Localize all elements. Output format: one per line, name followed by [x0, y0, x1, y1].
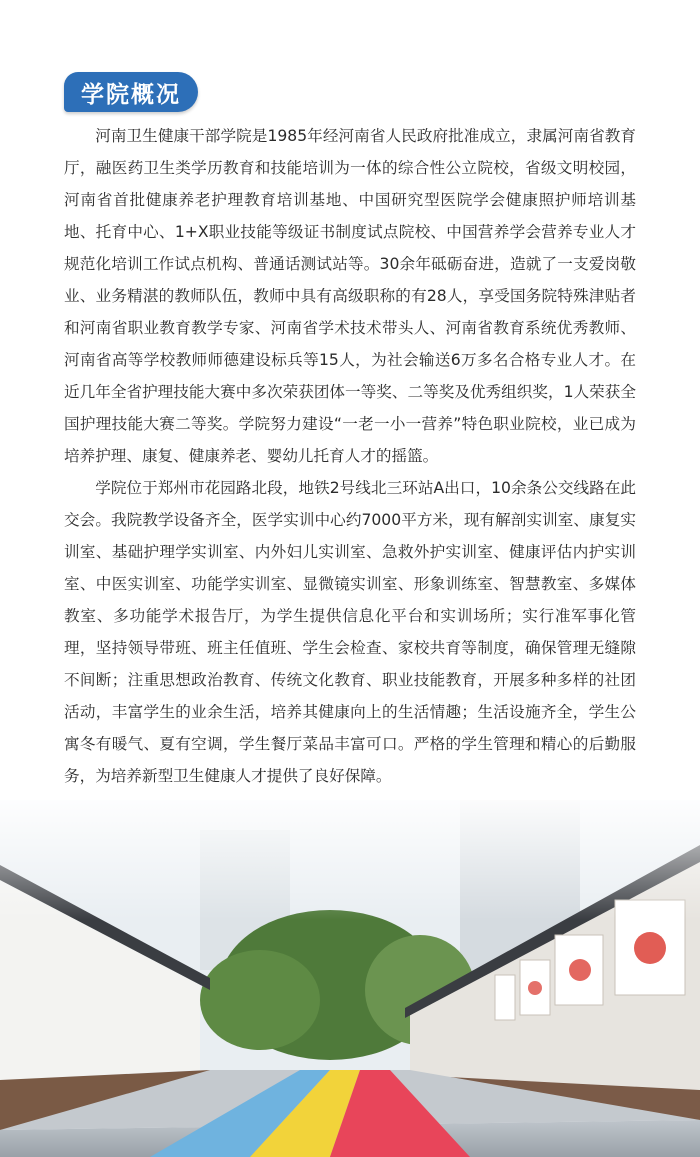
section-title: 学院概况: [81, 80, 181, 108]
article-body: [64, 120, 636, 792]
section-title-badge: [64, 72, 198, 112]
paragraph-intro: 河南卫生健康干部学院是1985年经河南省人民政府批准成立，隶属河南省教育厅，融医药卫生类学历教育和技能培训为一体的综合性公立院校，省级文明校园，河南省首批健康养老护理教育培训基地、中国研究型医院学会健康照护师培训基地、托育中心、1+X职业技能等级证书制度试点院校、中国营养学会营养专业人才规范化培训工作试点机构、普通话测试站等。30余年砥砺奋进，造就了一支爱岗敬业、业务精湛的教师队伍，教师中具有高级职称的有28人，享受国务院特殊津贴者和河南省职业教育教学专家、河南省学术技术带头人、河南省教育系统优秀教师、河南省高等学校教师师德建设标兵等15人，为社会输送6万多名合格专业人才。在近几年全省护理技能大赛中多次荣获团体一等奖、二等奖及优秀组织奖，1人荣获全国护理技能大赛二等奖。学院努力建设“一老一小一营养”特色职业院校，业已成为培养护理、康复、健康养老、婴幼儿托育人才的摇篮。: [64, 127, 636, 465]
paragraph-campus: 学院位于郑州市花园路北段，地铁2号线北三环站A出口，10余条公交线路在此交会。我院教学设备齐全，医学实训中心约7000平方米，现有解剖实训室、康复实训室、基础护理学实训室、内外妇儿实训室、急救外护实训室、健康评估内护实训室、中医实训室、功能学实训室、显微镜实训室、形象训练室、智慧教室、多媒体教室、多功能学术报告厅，为学生提供信息化平台和实训场所；实行准军事化管理，坚持领导带班、班主任值班、学生会检查、家校共育等制度，确保管理无缝隙不间断；注重思想政治教育、传统文化教育、职业技能教育，开展多种多样的社团活动，丰富学生的业余生活，培养其健康向上的生活情趣；生活设施齐全，学生公寓冬有暖气、夏有空调，学生餐厅菜品丰富可口。严格的学生管理和精心的后勤服务，为培养新型卫生健康人才提供了良好保障。: [64, 479, 636, 785]
